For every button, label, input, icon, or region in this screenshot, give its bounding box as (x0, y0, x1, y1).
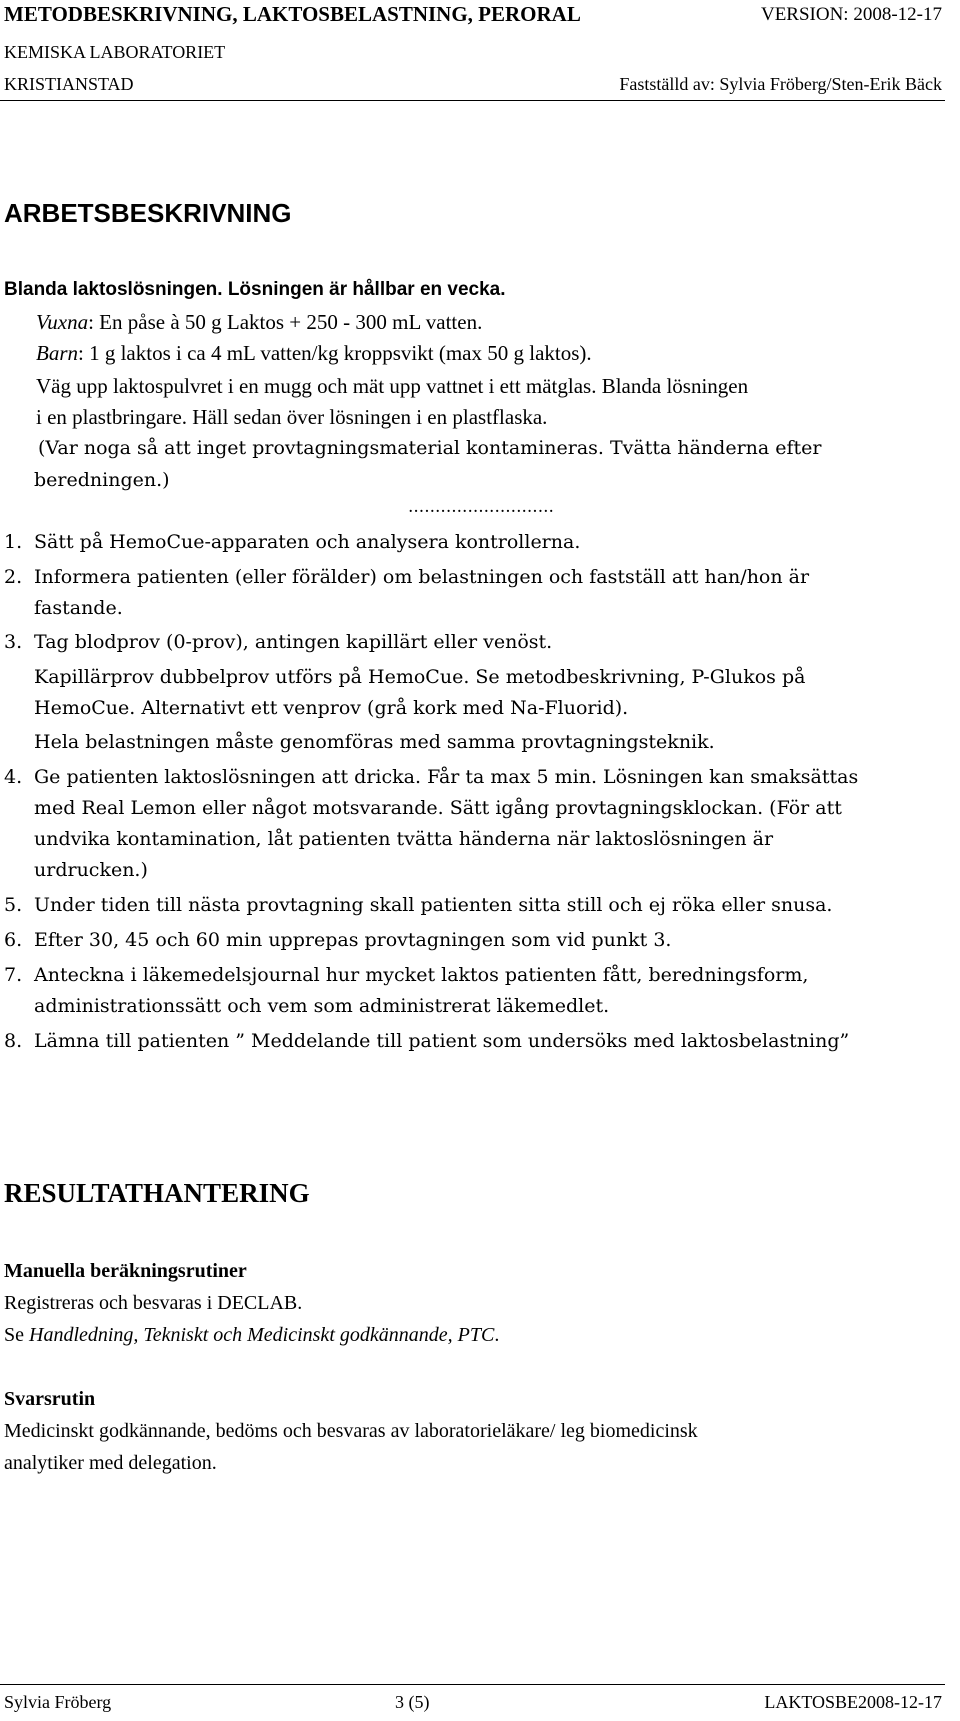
step-8-number: 8. (4, 1030, 23, 1052)
child-dose (36, 341, 592, 366)
adult-text: : En påse à 50 g Laktos + 250 - 300 mL vatten. (88, 310, 483, 334)
step-3-line-1: Tag blodprov (0-prov), antingen kapillärt eller venöst. (34, 631, 553, 653)
step-4-line-3: undvika kontamination, låt patienten tvätta händerna när laktoslösningen är (34, 828, 774, 850)
step-6-number: 6. (4, 929, 23, 951)
mix-line: Blanda laktoslösningen. Lösningen är hållbar en vecka. (4, 279, 506, 300)
prep-line-1: Väg upp laktospulvret i en mugg och mät upp vattnet i ett mätglas. Blanda lösningen (36, 374, 749, 398)
manual-line: Registreras och besvaras i DECLAB. (4, 1292, 303, 1314)
step-6-line-1: Efter 30, 45 och 60 min upprepas provtagningen som vid punkt 3. (34, 929, 672, 951)
adult-dose (36, 310, 482, 335)
step-7-line-2: administrationssätt och vem som administrerat läkemedlet. (34, 995, 610, 1017)
step-4-number: 4. (4, 766, 23, 788)
step-4-line-2: med Real Lemon eller något motsvarande. Sätt igång provtagningsklockan. (För att (34, 797, 842, 819)
step-2-line-2: fastande. (34, 597, 123, 619)
step-7-line-1: Anteckna i läkemedelsjournal hur mycket laktos patienten fått, beredningsform, (34, 964, 809, 986)
footer-rule (0, 1684, 945, 1685)
step-4-line-1: Ge patienten laktoslösningen att dricka. Får ta max 5 min. Lösningen kan smaksättas (34, 766, 859, 788)
step-2-number: 2. (4, 566, 23, 588)
see-suffix: . (494, 1324, 500, 1346)
note-line-1: (Var noga så att inget provtagningsmaterial kontamineras. Tvätta händerna efter (38, 437, 822, 459)
step-8-line-1: Lämna till patienten ” Meddelande till patient som undersöks med laktosbelastning” (34, 1030, 850, 1052)
see-reference: Handledning, Tekniskt och Medicinskt godkännande, PTC (29, 1324, 495, 1346)
dots-separator: ........................... (408, 497, 554, 517)
answer-line-2: analytiker med delegation. (4, 1452, 217, 1474)
footer-code: LAKTOSBE2008-12-17 (764, 1692, 942, 1712)
step-3-number: 3. (4, 631, 23, 653)
child-text: : 1 g laktos i ca 4 mL vatten/kg kroppsvikt (max 50 g laktos). (78, 341, 592, 365)
step-4-line-4: urdrucken.) (34, 859, 148, 881)
answer-heading: Svarsrutin (4, 1388, 96, 1410)
step-1-line-1: Sätt på HemoCue-apparaten och analysera kontrollerna. (34, 531, 581, 553)
answer-line-1: Medicinskt godkännande, bedöms och besvaras av laboratorieläkare/ leg biomedicinsk (4, 1420, 698, 1442)
see-line (4, 1324, 499, 1347)
manual-heading: Manuella beräkningsrutiner (4, 1260, 247, 1282)
step-5-line-1: Under tiden till nästa provtagning skall patienten sitta still och ej röka eller snusa. (34, 894, 833, 916)
work-heading: ARBETSBESKRIVNING (4, 198, 292, 228)
technique-line: Hela belastningen måste genomföras med samma provtagningsteknik. (34, 731, 715, 753)
step-2-line-1: Informera patienten (eller förälder) om belastningen och fastställ att han/hon är (34, 566, 810, 588)
step-5-number: 5. (4, 894, 23, 916)
document-title: METODBESKRIVNING, LAKTOSBELASTNING, PERORAL (4, 2, 581, 26)
see-prefix: Se (4, 1324, 29, 1346)
footer-author: Sylvia Fröberg (4, 1692, 112, 1712)
capillary-line-1: Kapillärprov dubbelprov utförs på HemoCue. Se metodbeskrivning, P-Glukos på (34, 666, 806, 688)
version-label: VERSION: 2008-12-17 (760, 4, 942, 25)
child-label: Barn (36, 341, 78, 365)
header-rule (0, 100, 945, 101)
lab-name: KEMISKA LABORATORIET (4, 42, 226, 62)
footer-page: 3 (5) (395, 1692, 430, 1712)
prep-line-2: i en plastbringare. Häll sedan över lösningen i en plastflaska. (36, 405, 548, 429)
adult-label: Vuxna (36, 310, 89, 334)
capillary-line-2: HemoCue. Alternativt ett venprov (grå kork med Na-Fluorid). (34, 697, 629, 719)
step-7-number: 7. (4, 964, 23, 986)
step-1-number: 1. (4, 531, 23, 553)
note-line-2: beredningen.) (34, 469, 170, 491)
lab-city: KRISTIANSTAD (4, 74, 134, 94)
results-heading: RESULTATHANTERING (4, 1178, 310, 1208)
approved-by: Fastställd av: Sylvia Fröberg/Sten-Erik Bäck (619, 74, 942, 94)
